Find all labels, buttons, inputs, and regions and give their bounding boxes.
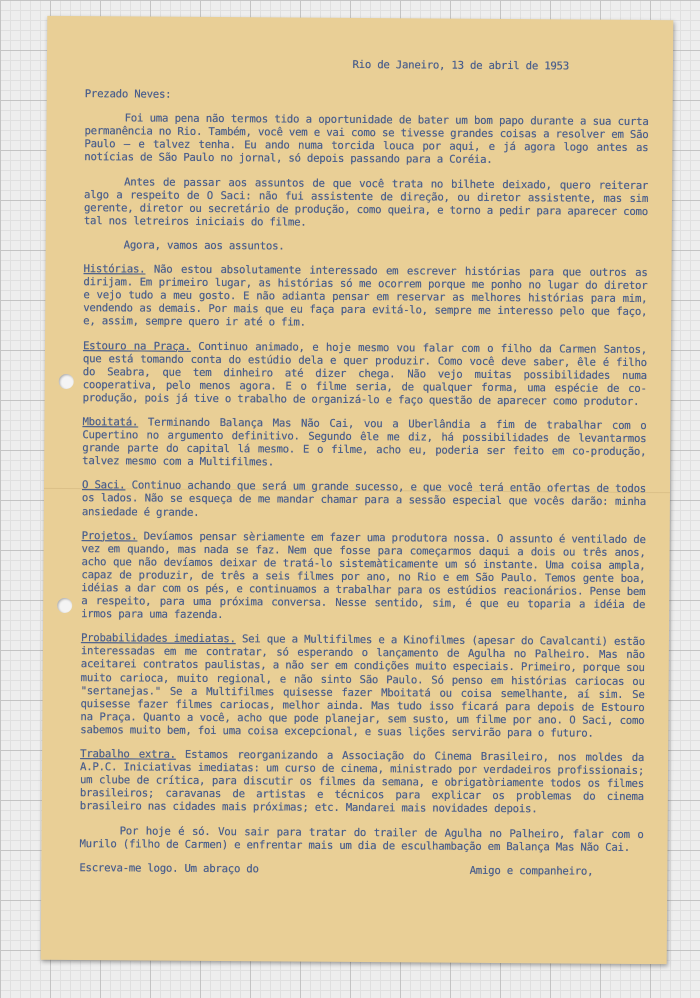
letter-salutation: Prezado Neves: [84,87,172,101]
paragraph-saci: O Saci. Continuo achando que será um grande sucesso, e que você terá então ofertas de todos os lados. Não se esqueça de me mandar chamar para a sessão especial que vocês darão: minha ansiedade é grande. [81,478,647,519]
punch-hole-upper [59,374,74,389]
paragraph-projetos: Projetos. Devíamos pensar sèriamente em fazer uma produtora nossa. O assunto é ventilado de vez em quando, mas nada se faz. Nem que fosse para começarmos daqui a dois ou três anos, acho que não devíamos deixar de tratá-lo sistemàticamente um só instante. Uma coisa ampla, capaz de produzir, de três a seis filmes por ano, no Rio e em São Paulo. Temos gente boa, idéias a dar com os pés, e continuamos a trabalhar para os estúdios reacionários. Pense bem a respeito, para uma próxima conversa. Nesse sentido, sim, é que eu toparia a idéia de irmos para uma fazenda. [81,528,646,622]
paragraph-heading: Histórias. [83,262,146,276]
punch-hole-lower [57,598,72,613]
paragraph-probabilidades: Probabilidades imediatas. Sei que a Multifilmes e a Kinofilmes (apesar do Cavalcanti) estão interessadas em me contratar, só esperando o lançamento de Agulha no Palheiro. Mas não aceitarei contratos paulistas, a não ser em condições muito especiais. Primeiro, porque sou muito carioca, muito regional, e não sinto São Paulo. Só penso em histórias cariocas ou "sertanejas." Se a Multifilmes quisesse fazer Mboitatá ou coisa semelhante, aí sim. Se quisesse fazer filmes cariocas, melhor ainda. Mas tudo isso ficará para depois de Estouro na Praça. Quanto a você, acho que pode planejar, sem susto, um filme por ano. O Saci, como sabemos muito bem, foi uma coisa excepcional, e suas lições servirão para o futuro. [80,631,645,740]
paragraph-heading: Estouro na Praça. [82,338,191,353]
letter-date: Rio de Janeiro, 13 de abril de 1953 [352,57,570,73]
paragraph-subjects: Agora, vamos aos assuntos. [123,238,285,253]
paragraph-heading: Projetos. [81,528,138,543]
paragraph-historias: Histórias. Não estou absolutamente interessado em escrever histórias para que outros as dirijam. Em primeiro lugar, as histórias só me ocorrem porque me ponho no lugar do diretor e vejo tudo a meu gosto. E não adianta pensar em reservar as melhores histórias para mim, vendendo as demais. Por mais que eu faça para evitá-lo, sempre me interesso pelo que faço, e, assim, sempre quero ir até o fim. [83,262,648,330]
paragraph-heading: Trabalho extra. [80,747,176,761]
letter-sheet [41,16,674,964]
paragraph-intro: Foi uma pena não termos tido a oportunidade de bater um bom papo durante a sua curta permanência no Rio. Também, você vem e vai como se tivesse grandes coisas a resolver em São Paulo — e talvez tenha. Eu ando numa torcida louca por aqui, e já agora logo antes as notícias de São Paulo no jornal, só depois passando para a Coréia. [84,111,649,167]
paragraph-trabalho-extra: Trabalho extra. Estamos reorganizando a Associação do Cinema Brasileiro, nos moldes da A.P.C. Iniciativas imediatas: um curso de cinema, ministrado por verdadeiros profissionais; um clube de crítica, para discutir os filmes da semana, e obrigatòriamente todos os filmes brasileiros; caravanas de artistas e técnicos para explicar os problemas do cinema brasileiro nas cidades mais próximas; etc. Mandarei mais novidades depois. [79,747,645,816]
paragraph-estouro: Estouro na Praça. Continuo animado, e hoje mesmo vou falar com o filho da Carmen Santos, que está tomando conta do estúdio dela e quer produzir. Como você deve saber, êle é filho do Seabra, que tem dinheiro até dizer chega. Não vejo muitas possibilidades numa cooperativa, pelo menos agora. E o filme seria, de qualquer forma, uma espécie de co-produção, pois já tive o trabalho de organizá-lo e faço questão de aparecer como produtor. [82,338,648,408]
letter-closing [79,861,643,878]
paragraph-heading: Mboitatá. [82,415,139,429]
closing-right: Amigo e companheiro, [469,863,594,878]
letter-body [79,56,649,878]
paragraph-final: Por hoje é só. Vou sair para tratar do trailer de Agulha no Palheiro, falar com o Murilo (filho de Carmen) e enfrentar mais um dia de esculhambação em Balança Mas Não Cai. [79,823,644,854]
paragraph-mboitata: Mboitatá. Terminando Balança Mas Não Cai, vou a Uberlândia a fim de trabalhar com o Cupertino no argumento definitivo. Segundo êle me diz, há possibilidades de levantarmos grande parte do capital lá mesmo. E o filme, acho eu, poderia ser feito em co-produção, talvez mesmo com a Multifilmes. [82,415,647,469]
closing-left: Escreva-me logo. Um abraço do [79,860,259,876]
paragraph-heading: O Saci. [81,478,126,492]
paragraph-saci-credit: Antes de passar aos assuntos de que você trata no bilhete deixado, quero reiterar algo a respeito de O Saci: não fui assistente de direção, ou diretor assistente, mas sim gerente, diretor ou secretário de produção, como queira, e torno a pedir para aparecer como tal nos letreiros iniciais do filme. [83,174,649,229]
paragraph-heading: Probabilidades imediatas. [80,631,236,646]
